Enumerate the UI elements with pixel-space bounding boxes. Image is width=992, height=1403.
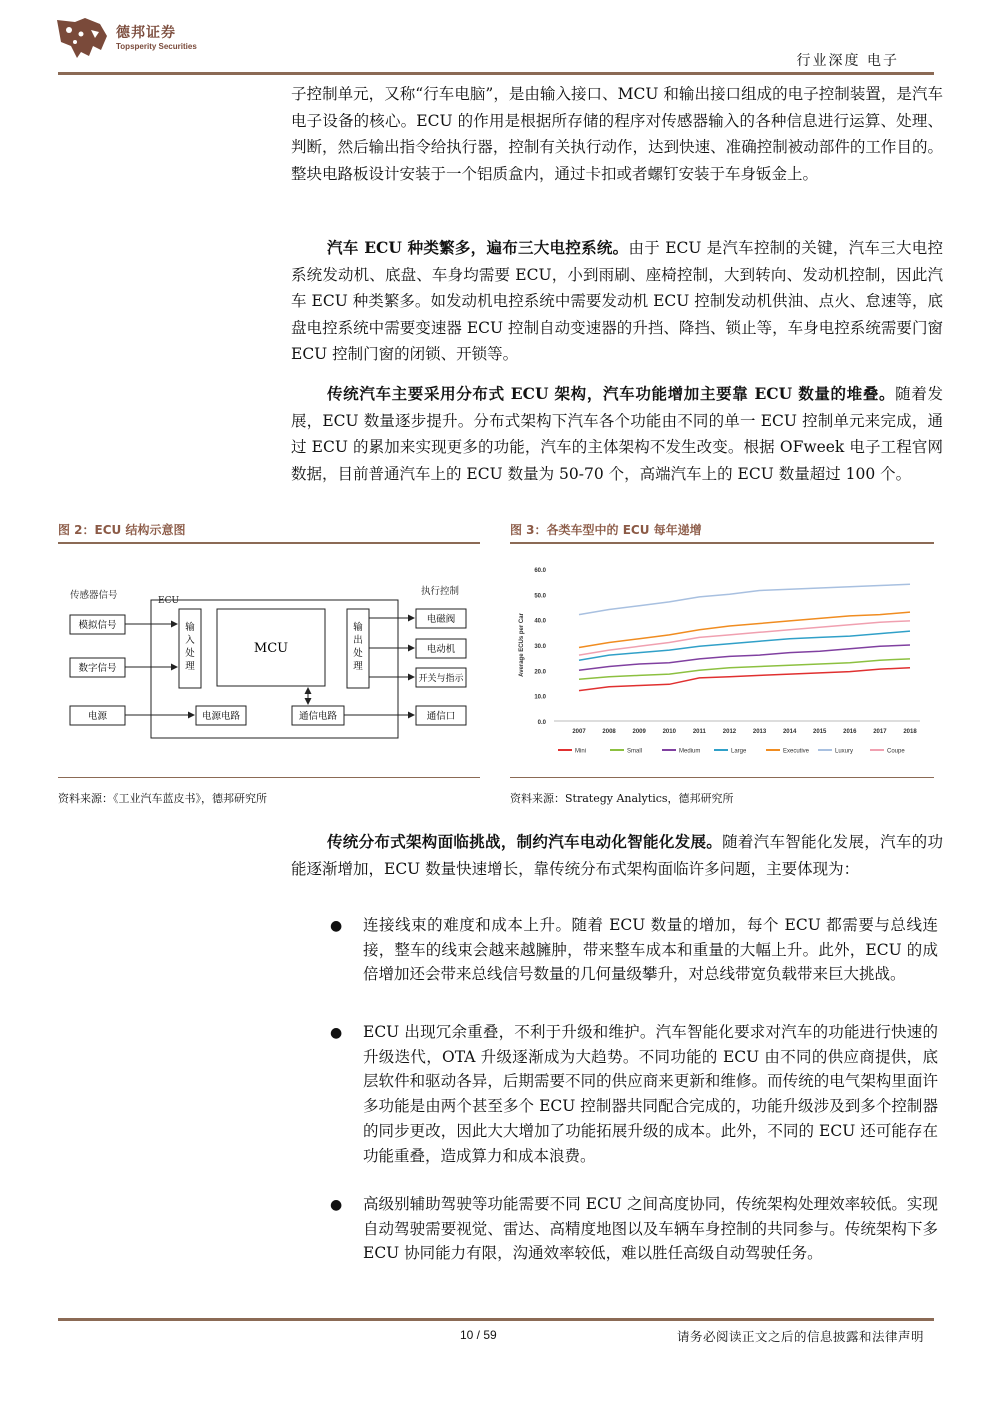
x-tick-label: 2011	[692, 729, 706, 735]
comm-circuit-label: 通信电路	[298, 711, 338, 722]
y-tick-label: 30.0	[534, 644, 546, 650]
x-tick-label: 2007	[572, 729, 586, 735]
report-section: 行业深度 电子	[796, 53, 899, 69]
page-number: 10 / 59	[460, 1328, 497, 1342]
body-paragraph-3	[291, 381, 943, 487]
y-tick-label: 10.0	[534, 694, 546, 701]
legend-label-medium: Medium	[679, 748, 701, 755]
figure-3-title: 图 3：各类车型中的 ECU 每年递增	[510, 523, 702, 537]
bullet-dot-3: ●	[330, 1197, 343, 1213]
y-tick-label: 40.0	[534, 618, 546, 625]
y-tick-label: 20.0	[534, 669, 546, 676]
motor-label: 电动机	[426, 644, 456, 655]
figure-3-bottom-rule	[510, 777, 934, 778]
company-logo-icon	[55, 16, 110, 60]
x-tick-label: 2012	[722, 729, 737, 735]
header-divider	[58, 72, 934, 75]
sensor-signal-label: 传感器信号	[70, 590, 118, 601]
paragraph-3-lead: 传统汽车主要采用分布式 ECU 架构，汽车功能增加主要靠 ECU 数量的堆叠。	[327, 384, 896, 403]
legend-label-mini: Mini	[575, 748, 587, 755]
x-tick-label: 2018	[903, 729, 917, 735]
x-tick-label: 2017	[873, 729, 887, 735]
power-circuit-label: 电源电路	[201, 711, 241, 722]
comm-port-label: 通信口	[426, 711, 456, 722]
x-tick-label: 2008	[602, 729, 616, 735]
x-tick-label: 2016	[843, 729, 857, 735]
figure-3-top-rule	[510, 542, 934, 544]
bullet-item-1: 连接线束的难度和成本上升。随着 ECU 数量的增加，每个 ECU 都需要与总线连接，整车的线束会越来越臃肿，带来整车成本和重量的大幅上升。此外，ECU 的成倍增加还会带来总线信号数量的几何量级攀升，对总线带宽负载带来巨大挑战。	[363, 916, 938, 984]
figure-2-source: 资料来源：《工业汽车蓝皮书》，德邦研究所	[58, 792, 267, 805]
figure-2-bottom-rule	[58, 777, 480, 778]
legend-label-executive: Executive	[783, 748, 810, 755]
switch-indicator-label: 开关与指示	[418, 674, 464, 684]
paragraph-2-text: 由于 ECU 是汽车控制的关键，汽车三大电控系统发动机、底盘、车身均需要 ECU，小到雨刷、座椅控制，大到转向、发动机控制，因此汽车 ECU 种类繁多。如发动机电控系统中需要发动机 ECU 控制发动机供油、点火、怠速等，底盘电控系统中需要变速器 ECU 控制自动变速器的升挡、降挡、锁止等，车身电控系统需要门窗 ECU 控制门窗的闭锁、开锁等。	[291, 239, 943, 364]
body-paragraph-1: 子控制单元，又称“行车电脑”，是由输入接口、MCU 和输出接口组成的电子控制装置，是汽车电子设备的核心。ECU 的作用是根据所存储的程序对传感器输入的各种信息进行运算、处理、判断，然后输出指令给执行器，控制有关执行动作，达到快速、准确控制被动部件的工作目的。整块电路板设计安装于一个铝质盒内，通过卡扣或者螺钉安装于车身钣金上。	[291, 85, 943, 183]
y-axis-title: Average ECUs per Car	[519, 613, 525, 677]
x-tick-label: 2015	[813, 729, 827, 735]
figure-2-top-rule	[58, 542, 480, 544]
bullet-dot-1: ●	[330, 918, 343, 934]
bullet-item-3: 高级别辅助驾驶等功能需要不同 ECU 之间高度协同，传统架构处理效率较低。实现自动驾驶需要视觉、雷达、高精度地图以及车辆车身控制的共同参与。传统架构下多 ECU 协同能力有限，沟通效率较低，难以胜任高级自动驾驶任务。	[363, 1195, 938, 1263]
power-label: 电源	[87, 711, 108, 722]
y-tick-label: 0.0	[537, 720, 546, 726]
bullet-dot-2: ●	[330, 1025, 343, 1041]
y-tick-label: 60.0	[534, 568, 546, 574]
mcu-label: MCU	[253, 641, 289, 656]
diagram-connectors	[125, 618, 414, 715]
output-processing-label: 输出处理	[353, 622, 363, 672]
paragraph-2-lead: 汽车 ECU 种类繁多，遍布三大电控系统。	[327, 238, 629, 257]
figure-2-title: 图 2：ECU 结构示意图	[58, 523, 186, 537]
legend-label-luxury: Luxury	[835, 748, 854, 755]
legend-label-large: Large	[731, 748, 747, 755]
ecu-label: ECU	[158, 596, 180, 606]
paragraph-4-text: 随着汽车智能化发展，汽车的功能逐渐增加，ECU 数量快速增长，靠传统分布式架构面临许多问题，主要体现为：	[291, 833, 943, 878]
solenoid-label: 电磁阀	[426, 614, 456, 625]
legend-label-small: Small	[627, 748, 643, 755]
actuator-label: 执行控制	[421, 586, 460, 597]
y-tick-label: 50.0	[534, 593, 546, 600]
ecu-structure-diagram	[58, 548, 480, 774]
ecu-growth-line-chart	[510, 556, 934, 768]
series-line-mini	[579, 668, 910, 691]
x-tick-label: 2009	[632, 729, 646, 735]
paragraph-4-lead: 传统分布式架构面临挑战，制约汽车电动化智能化发展。	[327, 832, 723, 851]
bullet-item-2: ECU 出现冗余重叠，不利于升级和维护。汽车智能化要求对汽车的功能进行快速的升级迭代，OTA 升级逐渐成为大趋势。不同功能的 ECU 由不同的供应商提供，底层软件和驱动各异，后期需要不同的供应商来更新和维修。而传统的电气架构里面许多功能是由两个甚至多个 ECU 控制器共同配合完成的，功能升级涉及到多个控制器的同步更改，因此大大增加了功能拓展升级的成本。此外，不同的 ECU 还可能存在功能重叠，造成算力和成本浪费。	[363, 1023, 938, 1165]
digital-signal-label: 数字信号	[78, 663, 117, 674]
company-name-en: Topsperity Securities	[116, 42, 197, 51]
x-tick-label: 2014	[782, 729, 797, 735]
figure-3-source: 资料来源：Strategy Analytics，德邦研究所	[510, 792, 734, 805]
x-tick-label: 2010	[662, 729, 676, 735]
paragraph-3-text: 随着发展，ECU 数量逐步提升。分布式架构下汽车各个功能由不同的单一 ECU 控制单元来完成，通过 ECU 的累加来实现更多的功能，汽车的主体架构不发生改变。根据 OFweek 电子工程官网数据，目前普通汽车上的 ECU 数量为 50-70 个，高端汽车上的 ECU 数量超过 100 个。	[291, 385, 943, 483]
body-paragraph-4	[291, 829, 943, 882]
series-line-coupe	[579, 621, 910, 655]
x-tick-label: 2013	[752, 729, 767, 735]
series-line-luxury	[579, 584, 910, 614]
legend-label-coupe: Coupe	[887, 748, 905, 755]
input-processing-label: 输入处理	[185, 622, 195, 672]
company-name-cn: 德邦证券	[116, 25, 176, 41]
analog-signal-label: 模拟信号	[78, 620, 117, 631]
body-paragraph-2	[291, 235, 943, 368]
footer-divider	[58, 1318, 934, 1321]
legal-disclaimer: 请务必阅读正文之后的信息披露和法律声明	[676, 1329, 924, 1344]
